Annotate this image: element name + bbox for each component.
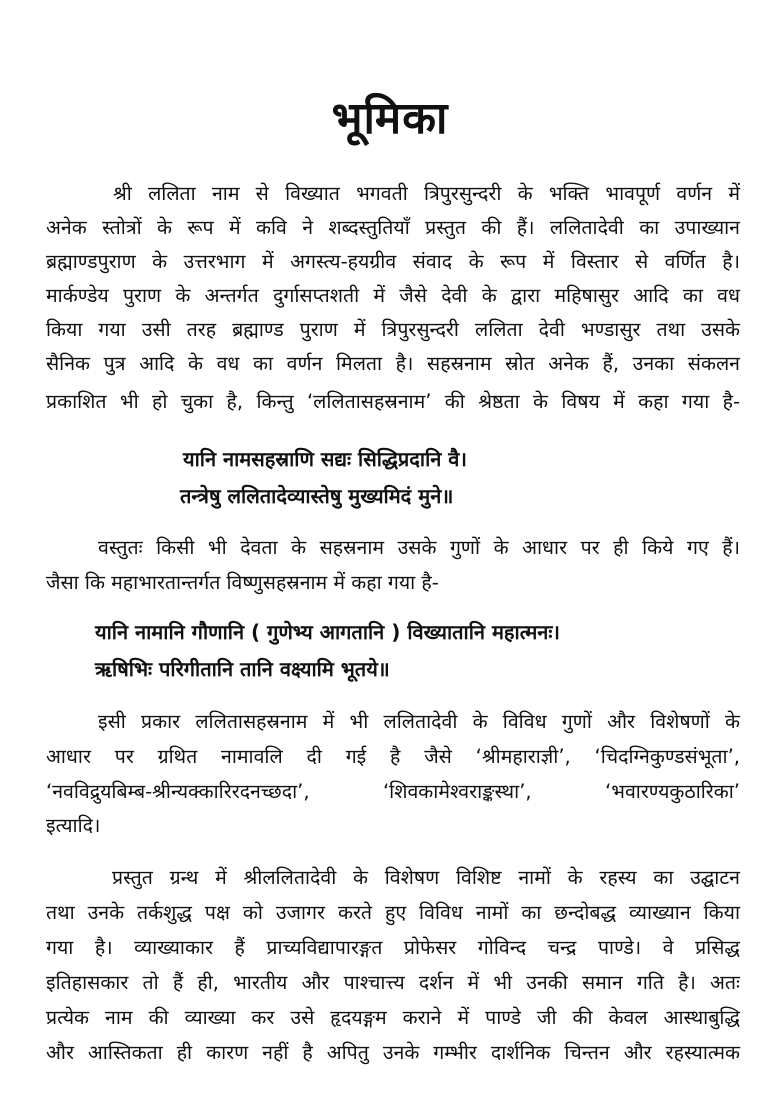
text-line: इतिहासकार तो हैं ही, भारतीय और पाश्चात्त्य दर्शन में भी उनकी समान गति है। अतः xyxy=(46,971,740,994)
verse-line: ऋषिभिः परिगीतानि तानि वक्ष्यामि भूतये॥ xyxy=(95,657,390,681)
text-line: प्रत्येक नाम की व्याख्या कर उसे हृदयङ्गम कराने में पाण्डे जी की केवल आस्थाबुद्धि xyxy=(46,1006,740,1029)
text-line: तथा उनके तर्कशुद्ध पक्ष को उजागर करते हुए विविध नामों का छन्दोबद्ध व्याख्यान किया xyxy=(46,901,740,924)
text-line: और आस्तिकता ही कारण नहीं है अपितु उनके गम्भीर दार्शनिक चिन्तन और रहस्यात्मक xyxy=(46,1041,740,1064)
text-line: प्रकाशित भी हो चुका है, किन्तु ‘ललितासहस्रनाम’ की श्रेष्ठता के विषय में कहा गया है- xyxy=(46,390,740,413)
text-line: आधार पर ग्रथित नामावलि दी गई है जैसे ‘श्रीमहाराज्ञी’, ‘चिदग्निकुण्डसंभूता’, xyxy=(46,745,740,768)
text-line: प्रस्तुत ग्रन्थ में श्रीललितादेवी के विशेषण विशिष्ट नामों के रहस्य का उद्घाटन xyxy=(112,866,740,889)
text-line: इत्यादि। xyxy=(46,814,101,837)
text-line: गया है। व्याख्याकार हैं प्राच्यविद्यापारङ्गत प्रोफेसर गोविन्द चन्द्र पाण्डे। वे प्रसिद्ध xyxy=(46,936,740,959)
verse-line: तन्त्रेषु ललितादेव्यास्तेषु मुख्यमिदं मुने॥ xyxy=(180,484,454,508)
verse-line: यानि नामसहस्राणि सद्यः सिद्धिप्रदानि वै। xyxy=(183,447,468,471)
text-line: वस्तुतः किसी भी देवता के सहस्रनाम उसके गुणों के आधार पर ही किये गए हैं। xyxy=(98,536,740,559)
text-line: किया गया उसी तरह ब्रह्माण्ड पुराण में त्रिपुरसुन्दरी ललिता देवी भण्डासुर तथा उसके xyxy=(46,318,740,341)
text-line: सैनिक पुत्र आदि के वध का वर्णन मिलता है। सहस्रनाम स्रोत अनेक हैं, उनका संकलन xyxy=(46,352,740,375)
text-line: ब्रह्माण्डपुराण के उत्तरभाग में अगस्त्य-हयग्रीव संवाद के रूप में विस्तार से वर्णित है। xyxy=(46,250,740,273)
text-line: श्री ललिता नाम से विख्यात भगवती त्रिपुरसुन्दरी के भक्ति भावपूर्ण वर्णन में xyxy=(113,182,740,205)
text-line: मार्कण्डेय पुराण के अन्तर्गत दुर्गासप्तशती में जैसे देवी के द्वारा महिषासुर आदि का वध xyxy=(46,284,740,307)
text-line: इसी प्रकार ललितासहस्रनाम में भी ललितादेवी के विविध गुणों और विशेषणों के xyxy=(98,710,740,733)
text-line: जैसा कि महाभारतान्तर्गत विष्णुसहस्रनाम में कहा गया है- xyxy=(46,571,439,594)
text-line: अनेक स्तोत्रों के रूप में कवि ने शब्दस्तुतियाँ प्रस्तुत की हैं। ललितादेवी का उपाख्यान xyxy=(46,216,740,239)
page-title: भूमिका xyxy=(331,93,449,144)
verse-line: यानि नामानि गौणानि ( गुणेभ्य आगतानि ) विख्यातानि महात्मनः। xyxy=(95,620,561,644)
text-line: ‘नवविद्रुयबिम्ब-श्रीन्यक्कारिरदनच्छदा’, ‘शिवकामेश्वराङ्कस्था’, ‘भवारण्यकुठारिका’ xyxy=(46,780,740,803)
